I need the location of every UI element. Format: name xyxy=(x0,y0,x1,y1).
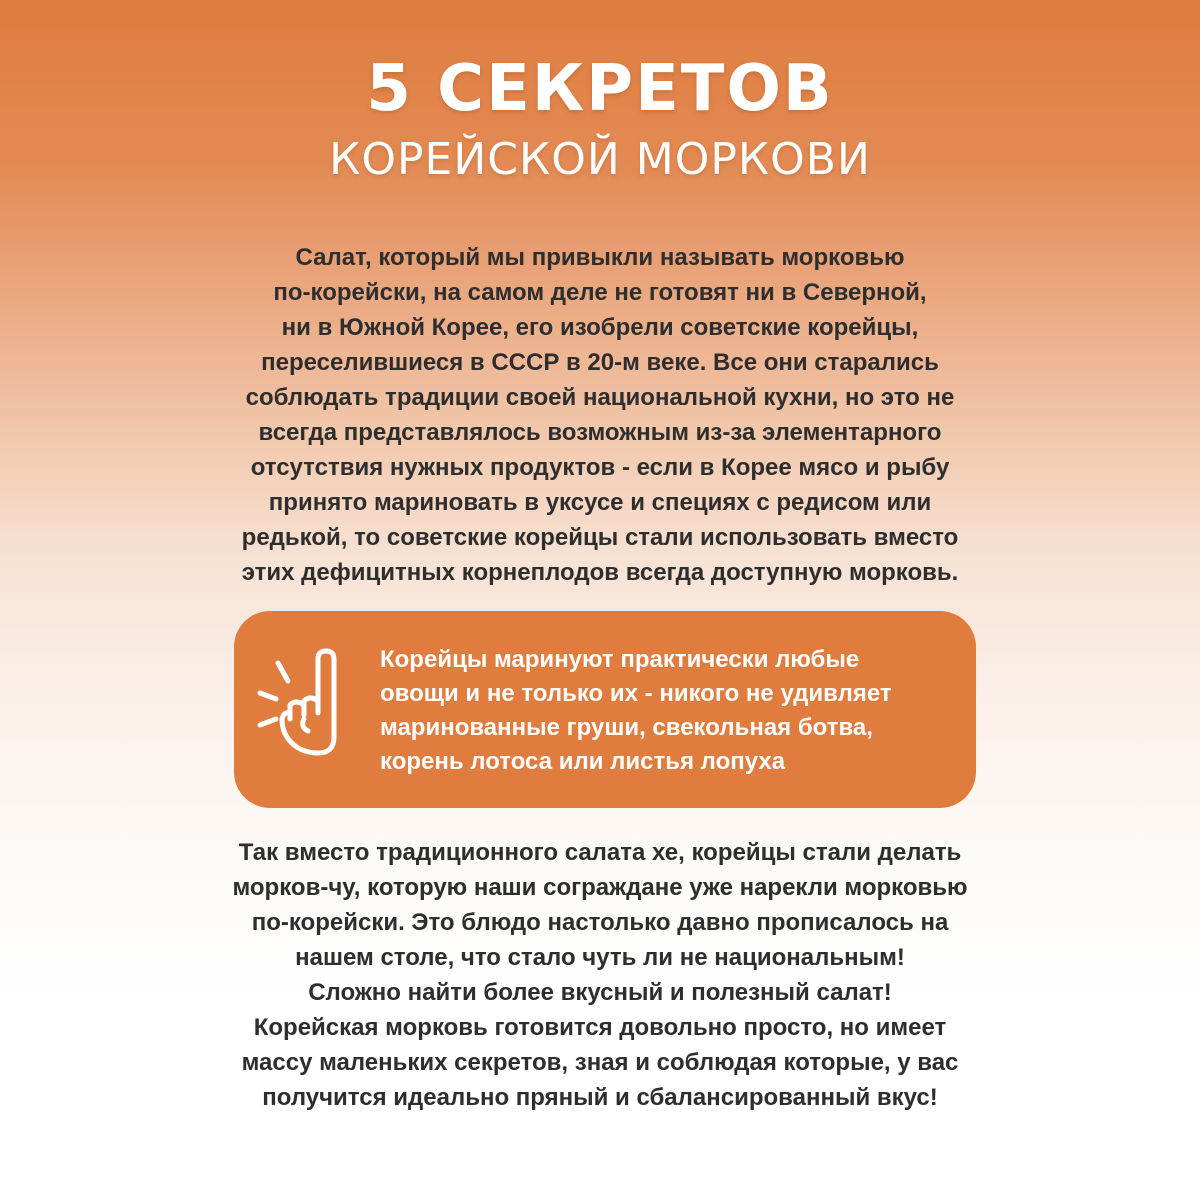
tip-line: овощи и не только их - никого не удивляет xyxy=(380,680,892,707)
tip-line: маринованные груши, свекольная ботва, xyxy=(380,714,873,741)
outro-line: морков-чу, которую наши сограждане уже нарекли морковью xyxy=(232,874,968,901)
intro-line: отсутствия нужных продуктов - если в Корее мясо и рыбу xyxy=(250,454,950,481)
intro-line: ни в Южной Корее, его изобрели советские корейцы, xyxy=(281,314,919,341)
outro-paragraph xyxy=(160,835,1040,1115)
tip-line: Корейцы маринуют практически любые xyxy=(380,646,860,673)
outro-line: получится идеально пряный и сбалансированный вкус! xyxy=(262,1084,938,1111)
tip-text xyxy=(380,643,960,779)
outro-line: нашем столе, что стало чуть ли не национальным! xyxy=(295,944,905,971)
intro-line: соблюдать традиции своей национальной кухни, но это не xyxy=(245,384,955,411)
intro-line: этих дефицитных корнеплодов всегда доступную морковь. xyxy=(241,559,959,586)
outro-line: по-корейски. Это блюдо настолько давно прописалось на xyxy=(251,909,949,936)
outro-line: Так вместо традиционного салата хе, корейцы стали делать xyxy=(238,839,962,866)
intro-line: принято мариновать в уксусе и специях с редисом или xyxy=(268,489,932,516)
intro-line: редькой, то советские корейцы стали использовать вместо xyxy=(241,524,959,551)
outro-line: Корейская морковь готовится довольно просто, но имеет xyxy=(253,1014,947,1041)
intro-paragraph xyxy=(160,240,1040,590)
tip-line: корень лотоса или листья лопуха xyxy=(380,748,786,775)
intro-line: по-корейски, на самом деле не готовят ни в Северной, xyxy=(273,279,927,306)
page-subtitle: КОРЕЙСКОЙ МОРКОВИ xyxy=(329,134,871,185)
intro-line: всегда представлялось возможным из-за элементарного xyxy=(258,419,942,446)
intro-line: Салат, который мы привыкли называть морковью xyxy=(295,244,905,271)
page-title: 5 СЕКРЕТОВ xyxy=(366,52,834,126)
intro-line: переселившиеся в СССР в 20-м веке. Все они старались xyxy=(261,349,939,376)
tip-callout xyxy=(234,611,976,808)
outro-line: массу маленьких секретов, зная и соблюдая которые, у вас xyxy=(241,1049,959,1076)
pointing-finger-icon xyxy=(254,641,354,761)
outro-line: Сложно найти более вкусный и полезный салат! xyxy=(308,979,892,1006)
